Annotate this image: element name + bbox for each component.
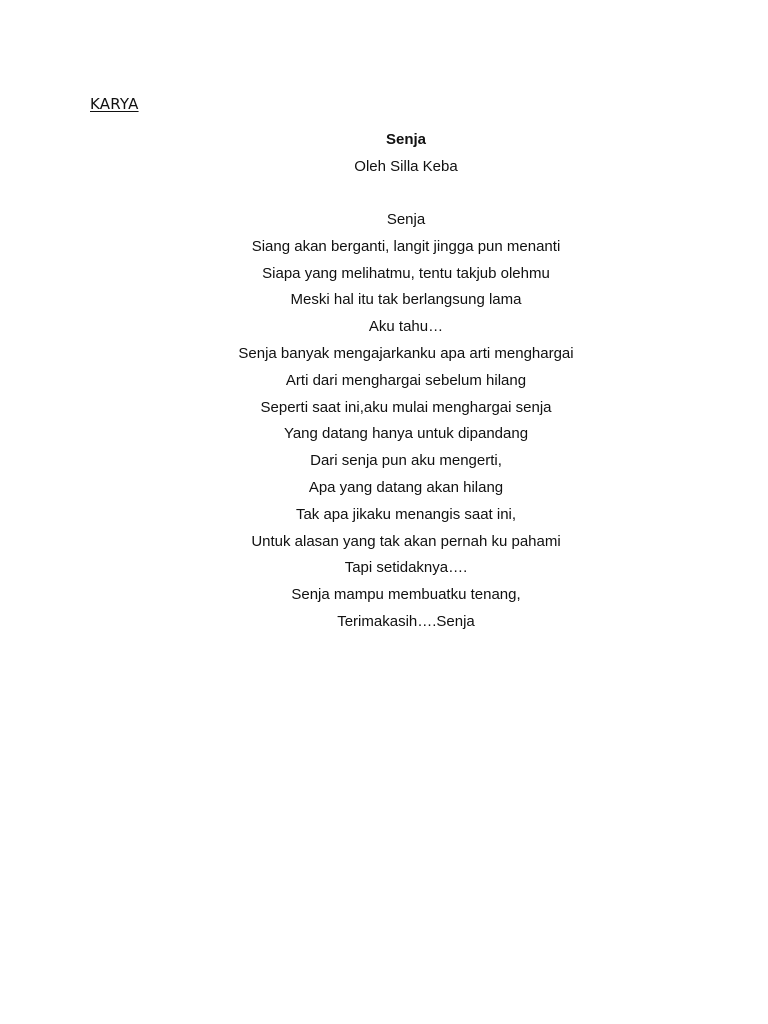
poem-lines xyxy=(106,209,706,638)
poem-line: Siang akan berganti, langit jingga pun menanti xyxy=(251,237,561,255)
poem-line: Meski hal itu tak berlangsung lama xyxy=(290,291,522,309)
poem xyxy=(106,129,706,638)
section-heading: KARYA xyxy=(90,95,139,113)
poem-line: Terimakasih….Senja xyxy=(337,612,475,630)
poem-title: Senja xyxy=(385,131,427,148)
poem-line: Yang datang hanya untuk dipandang xyxy=(283,425,529,443)
poem-line: Dari senja pun aku mengerti, xyxy=(310,452,502,470)
poem-line: Senja banyak mengajarkanku apa arti menghargai xyxy=(238,344,574,362)
poem-line: Apa yang datang akan hilang xyxy=(308,478,504,496)
poem-line: Senja xyxy=(386,211,426,228)
poem-line: Untuk alasan yang tak akan pernah ku pahami xyxy=(251,532,561,550)
poem-line: Tapi setidaknya…. xyxy=(344,559,468,577)
poem-line: Tak apa jikaku menangis saat ini, xyxy=(295,505,517,523)
poem-line: Aku tahu… xyxy=(368,318,444,336)
poem-line: Seperti saat ini,aku mulai menghargai senja xyxy=(260,398,552,416)
poem-line: Arti dari menghargai sebelum hilang xyxy=(285,371,527,389)
poem-author: Oleh Silla Keba xyxy=(354,158,458,175)
poem-line: Senja mampu membuatku tenang, xyxy=(291,586,521,604)
poem-line: Siapa yang melihatmu, tentu takjub olehmu xyxy=(262,264,550,282)
